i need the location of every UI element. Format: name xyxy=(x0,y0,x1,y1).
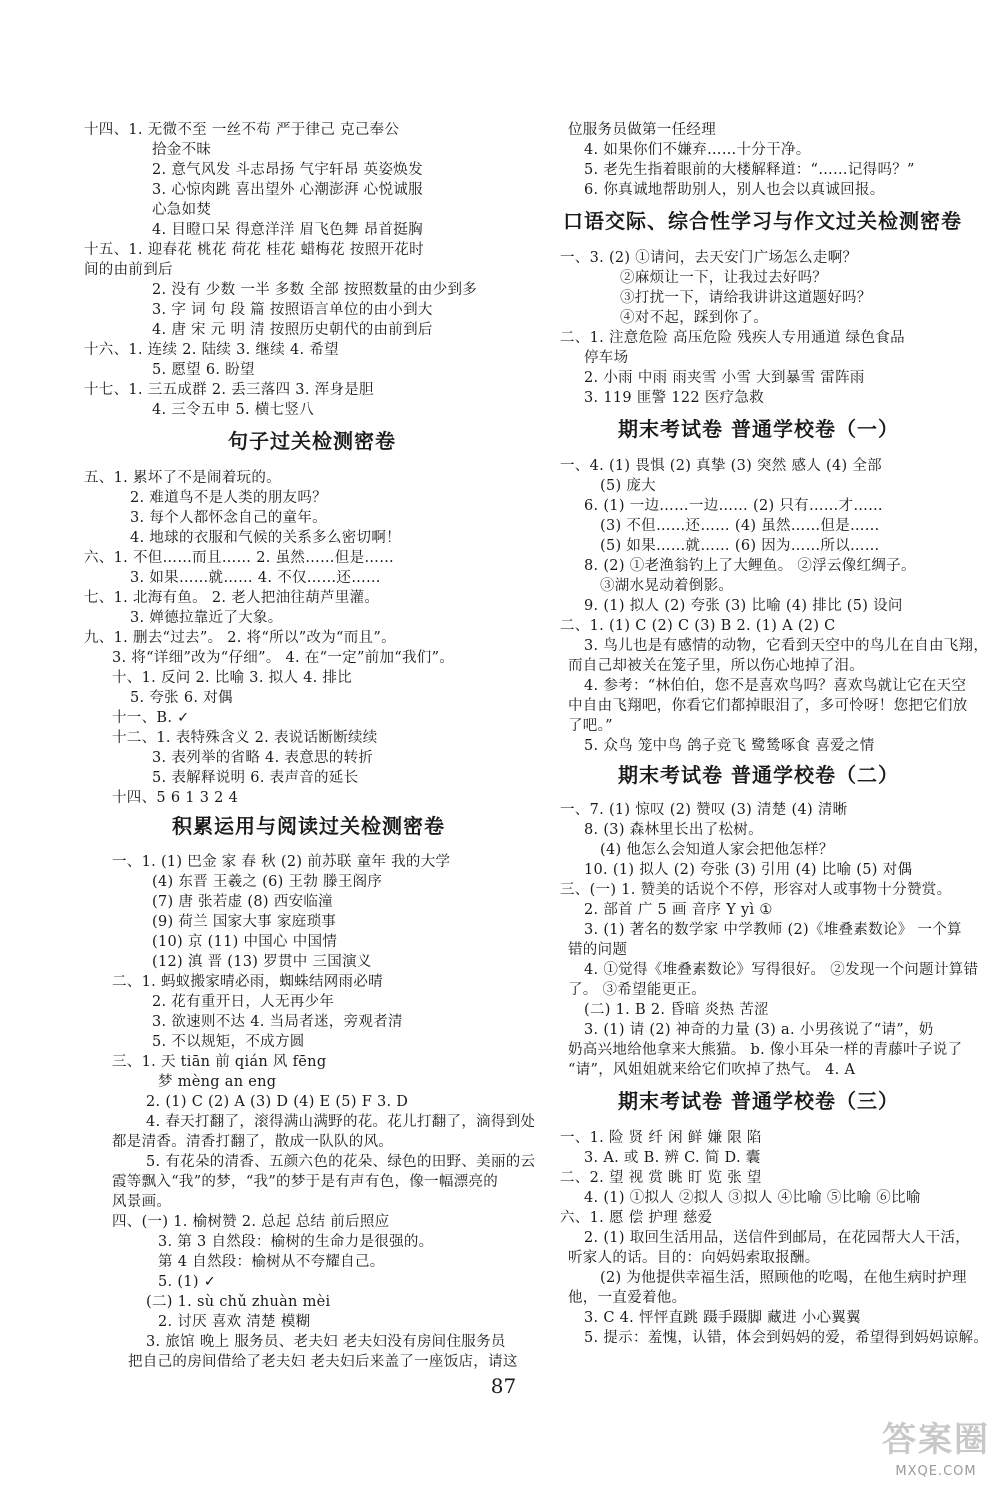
answer-line: 3. 婵德拉靠近了大象。 xyxy=(130,610,283,626)
answer-line: 十五、1. 迎春花 桃花 荷花 桂花 蜡梅花 按照开花时 xyxy=(84,242,424,258)
answer-line: 第 4 自然段：榆树从不夸耀自己。 xyxy=(158,1254,385,1270)
answer-line: 霞等飘入“我”的梦，“我”的梦于是有声有色，像一幅漂亮的 xyxy=(112,1174,499,1190)
answer-line: 五、1. 累坏了不是闹着玩的。 xyxy=(84,470,281,486)
answer-line: 3. (1) 请 (2) 神奇的力量 (3) a. 小男孩说了“请”，奶 xyxy=(584,1022,934,1038)
answer-line: 二、2. 望 视 赏 眺 盯 览 张 望 xyxy=(560,1170,762,1186)
answer-line: 二、1. 注意危险 高压危险 残疾人专用通道 绿色食品 xyxy=(560,330,905,346)
section-heading: 期末考试卷 普通学校卷（三） xyxy=(618,1089,899,1113)
answer-line: 风景画。 xyxy=(112,1194,172,1210)
answer-line: 2. 没有 少数 一半 多数 全部 按照数量的由少到多 xyxy=(152,282,478,298)
answer-line: 3. (1) 著名的数学家 中学教师 (2)《堆叠素数论》 一个算 xyxy=(584,922,962,938)
answer-line: 一、1. 险 贤 纤 闲 鲜 嫌 限 陷 xyxy=(560,1130,762,1146)
answer-line: (12) 滇 晋 (13) 罗贯中 三国演义 xyxy=(152,954,372,970)
answer-line: 六、1. 不但……而且…… 2. 虽然……但是…… xyxy=(84,550,394,566)
answer-line: 一、4. (1) 畏惧 (2) 真挚 (3) 突然 感人 (4) 全部 xyxy=(560,458,882,474)
answer-line: ③湖水晃动着倒影。 xyxy=(600,578,734,594)
answer-line: ③打扰一下，请给我讲讲这道题好吗？ xyxy=(620,290,872,306)
answer-line: (2) 为他提供幸福生活，照顾他的吃喝，在他生病时护理 xyxy=(600,1270,967,1286)
answer-line: 3. 欲速则不达 4. 当局者迷，旁观者清 xyxy=(152,1014,403,1030)
answer-line: 3. 每个人都怀念自己的童年。 xyxy=(130,510,327,526)
answer-line: 十二、1. 表特殊含义 2. 表说话断断续续 xyxy=(112,730,378,746)
answer-line: (10) 京 (11) 中国心 中国情 xyxy=(152,934,338,950)
answer-line: “请”，风姐姐就来给它们吹掉了热气。 4. A xyxy=(568,1062,856,1078)
page-number: 87 xyxy=(490,1374,517,1398)
watermark-logo: 答案圈 xyxy=(882,1420,990,1460)
answer-line: 九、1. 删去“过去”。 2. 将“所以”改为“而且”。 xyxy=(84,630,396,646)
answer-line: 5. 夸张 6. 对偶 xyxy=(130,690,233,706)
answer-line: 10. (1) 拟人 (2) 夸张 (3) 引用 (4) 比喻 (5) 对偶 xyxy=(584,862,913,878)
answer-line: (5) 如果……就…… (6) 因为……所以…… xyxy=(600,538,880,554)
answer-line: 4. 目瞪口呆 得意洋洋 眉飞色舞 昂首挺胸 xyxy=(152,222,423,238)
answer-line: 8. (3) 森林里长出了松树。 xyxy=(584,822,763,838)
answer-line: 他，一直爱着他。 xyxy=(568,1290,687,1306)
answer-line: 4. ①觉得《堆叠素数论》写得很好。 ②发现一个问题计算错 xyxy=(584,962,979,978)
answer-line: (9) 荷兰 国家大事 家庭琐事 xyxy=(152,914,337,930)
answer-line: 2. (1) 取回生活用品，送信件到邮局，在花园帮大人干活， xyxy=(584,1230,971,1246)
answer-line: 2. 小雨 中雨 雨夹雪 小雪 大到暴雪 雷阵雨 xyxy=(584,370,865,386)
answer-line: 2. 难道鸟不是人类的朋友吗？ xyxy=(130,490,327,506)
answer-line: 奶高兴地给他拿来大熊猫。 b. 像小耳朵一样的青藤叶子说了 xyxy=(568,1042,963,1058)
answer-line: 3. C 4. 怦怦直跳 蹑手蹑脚 藏进 小心翼翼 xyxy=(584,1310,861,1326)
section-heading: 积累运用与阅读过关检测密卷 xyxy=(172,814,445,838)
answer-line: 位服务员做第一任经理 xyxy=(568,122,716,138)
answer-line: 5. (1) ✓ xyxy=(158,1274,217,1290)
answer-line: 8. (2) ①老渔翁钓上了大鲤鱼。 ②浮云像红绸子。 xyxy=(584,558,916,574)
answer-line: 错的问题 xyxy=(568,942,628,958)
section-heading: 期末考试卷 普通学校卷（二） xyxy=(618,763,899,787)
answer-line: ④对不起，踩到你了。 xyxy=(620,310,768,326)
answer-line: 3. 鸟儿也是有感情的动物，它看到天空中的鸟儿在自由飞翔， xyxy=(584,638,989,654)
answer-line: 二、1. (1) C (2) C (3) B 2. (1) A (2) C xyxy=(560,618,836,634)
answer-line: 听家人的话。目的：向妈妈索取报酬。 xyxy=(568,1250,820,1266)
watermark-site: MXQE.COM xyxy=(895,1464,977,1479)
answer-line: ②麻烦让一下，让我过去好吗？ xyxy=(620,270,828,286)
answer-line: 十七、1. 三五成群 2. 丢三落四 3. 浑身是胆 xyxy=(84,382,374,398)
answer-line: 2. (1) C (2) A (3) D (4) E (5) F 3. D xyxy=(146,1094,409,1110)
answer-line: 间的由前到后 xyxy=(84,262,173,278)
answer-line: 中自由飞翔吧，你看它们都掉眼泪了，多可怜呀！您把它们放 xyxy=(568,698,968,714)
answer-line: 2. 部首 广 5 画 音序 Y yì ① xyxy=(584,902,773,918)
answer-line: 3. 119 匪警 122 医疗急救 xyxy=(584,390,765,406)
answer-line: 停车场 xyxy=(584,350,629,366)
answer-line: 2. 花有重开日，人无再少年 xyxy=(152,994,335,1010)
answer-line: 3. 表列举的省略 4. 表意思的转折 xyxy=(152,750,374,766)
answer-line: 把自己的房间借给了老夫妇 老夫妇后来盖了一座饭店，请这 xyxy=(128,1354,518,1370)
section-heading: 口语交际、综合性学习与作文过关检测密卷 xyxy=(563,209,962,233)
answer-line: 3. 旅馆 晚上 服务员、老夫妇 老夫妇没有房间住服务员 xyxy=(146,1334,506,1350)
answer-line: 5. 老先生指着眼前的大楼解释道：“……记得吗？” xyxy=(584,162,915,178)
answer-line: 十四、5 6 1 3 2 4 xyxy=(112,790,239,806)
answer-line: 都是清香。清香打翻了，散成一队队的风。 xyxy=(112,1134,394,1150)
answer-line: 3. A. 或 B. 辨 C. 简 D. 囊 xyxy=(584,1150,761,1166)
answer-line: 5. 愿望 6. 盼望 xyxy=(152,362,255,378)
answer-line: 2. 意气风发 斗志昂扬 气宇轩昂 英姿焕发 xyxy=(152,162,423,178)
answer-line: (4) 东晋 王羲之 (6) 王勃 滕王阁序 xyxy=(152,874,383,890)
answer-line: (5) 庞大 xyxy=(600,478,656,494)
answer-line: 4. 唐 宋 元 明 清 按照历史朝代的由前到后 xyxy=(152,322,433,338)
answer-line: 六、1. 愿 偿 护理 慈爱 xyxy=(560,1210,713,1226)
answer-line: (二) 1. B 2. 昏暗 炎热 苦涩 xyxy=(584,1002,769,1018)
section-heading: 句子过关检测密卷 xyxy=(228,429,396,453)
answer-line: 4. 春天打翻了，滚得满山满野的花。花儿打翻了，滴得到处 xyxy=(146,1114,536,1130)
answer-line: 5. 众鸟 笼中鸟 鸽子竞飞 鹭鸶啄食 喜爱之情 xyxy=(584,738,875,754)
answer-line: 十、1. 反问 2. 比喻 3. 拟人 4. 排比 xyxy=(112,670,353,686)
answer-line: 一、1. (1) 巴金 家 春 秋 (2) 前苏联 童年 我的大学 xyxy=(112,854,451,870)
answer-line: 4. 参考：“林伯伯，您不是喜欢鸟吗？喜欢鸟就让它在天空 xyxy=(584,678,967,694)
answer-line: 四、(一) 1. 榆树赞 2. 总起 总结 前后照应 xyxy=(112,1214,390,1230)
answer-line: 3. 心惊肉跳 喜出望外 心潮澎湃 心悦诚服 xyxy=(152,182,423,198)
answer-line: 5. 表解释说明 6. 表声音的延长 xyxy=(152,770,359,786)
answer-line: 三、(一) 1. 赞美的话说个不停，形容对人或事物十分赞赏。 xyxy=(560,882,952,898)
answer-line: 梦 mèng an eng xyxy=(158,1074,277,1090)
answer-line: 4. 如果你们不嫌弃……十分干净。 xyxy=(584,142,811,158)
answer-line: 三、1. 天 tiān 前 qián 风 fēng xyxy=(112,1054,327,1070)
answer-line: 十六、1. 连续 2. 陆续 3. 继续 4. 希望 xyxy=(84,342,339,358)
answer-line: 4. (1) ①拟人 ②拟人 ③拟人 ④比喻 ⑤比喻 ⑥比喻 xyxy=(584,1190,921,1206)
answer-line: 6. 你真诚地帮助别人，别人也会以真诚回报。 xyxy=(584,182,885,198)
answer-line: 一、3. (2) ①请问，去天安门广场怎么走啊？ xyxy=(560,250,858,266)
answer-line: 七、1. 北海有鱼。 2. 老人把油往葫芦里灌。 xyxy=(84,590,380,606)
answer-line: (3) 不但……还…… (4) 虽然……但是…… xyxy=(600,518,880,534)
answer-line: 9. (1) 拟人 (2) 夸张 (3) 比喻 (4) 排比 (5) 设问 xyxy=(584,598,903,614)
answer-line: (二) 1. sù chǔ zhuàn mèi xyxy=(146,1294,331,1310)
answer-line: 3. 将“详细”改为“仔细”。 4. 在“一定”前加“我们”。 xyxy=(112,650,455,666)
answer-line: 3. 字 词 句 段 篇 按照语言单位的由小到大 xyxy=(152,302,433,318)
answer-line: (7) 唐 张若虚 (8) 西安临潼 xyxy=(152,894,333,910)
answer-line: 4. 三令五申 5. 横七竖八 xyxy=(152,402,314,418)
answer-line: 5. 提示：羞愧，认错，体会到妈妈的爱，希望得到妈妈谅解。 xyxy=(584,1330,989,1346)
section-heading: 期末考试卷 普通学校卷（一） xyxy=(618,417,899,441)
answer-line: 二、1. 蚂蚁搬家晴必雨，蜘蛛结网雨必晴 xyxy=(112,974,383,990)
answer-line: 一、7. (1) 惊叹 (2) 赞叹 (3) 清楚 (4) 清晰 xyxy=(560,802,848,818)
answer-line: 了。 ③希望能更正。 xyxy=(568,982,707,998)
answer-line: 而自己却被关在笼子里，所以伤心地掉了泪。 xyxy=(568,658,864,674)
answer-line: 拾金不昧 xyxy=(152,142,212,158)
answer-line: 3. 第 3 自然段：榆树的生命力是很强的。 xyxy=(158,1234,434,1250)
answer-line: 5. 不以规矩，不成方圆 xyxy=(152,1034,305,1050)
answer-line: 2. 讨厌 喜欢 清楚 模糊 xyxy=(158,1314,311,1330)
answer-line: 4. 地球的衣服和气候的关系多么密切啊！ xyxy=(130,530,401,546)
answer-line: 心急如焚 xyxy=(152,202,212,218)
answer-line: (4) 他怎么会知道人家会把他怎样？ xyxy=(600,842,834,858)
answer-line: 十一、B. ✓ xyxy=(112,710,190,726)
answer-line: 5. 有花朵的清香、五颜六色的花朵、绿色的田野、美丽的云 xyxy=(146,1154,536,1170)
answer-line: 3. 如果……就…… 4. 不仅……还…… xyxy=(130,570,381,586)
answer-line: 了吧。” xyxy=(568,718,613,734)
answer-line: 十四、1. 无微不至 一丝不苟 严于律己 克己奉公 xyxy=(84,122,400,138)
watermark xyxy=(870,1418,1002,1488)
answer-line: 6. (1) 一边……一边…… (2) 只有……才…… xyxy=(584,498,883,514)
